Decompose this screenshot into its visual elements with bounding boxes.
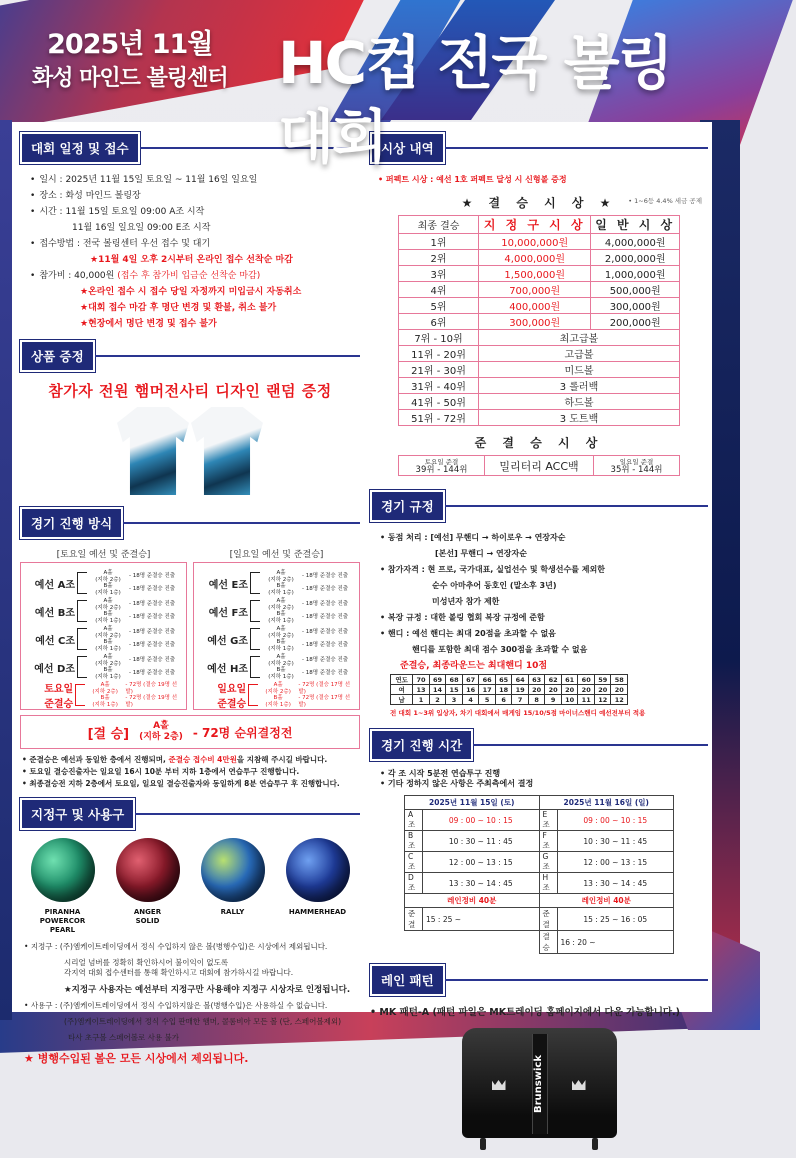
ball-item: PIRANHA POWERCOR PEARL bbox=[23, 838, 103, 935]
semi-awards-table: 토요일 준결 39위 - 144위 밀리터리 ACC백 일요일 준결 35위 - 144위 bbox=[398, 455, 680, 476]
lane-machine-image bbox=[462, 1028, 617, 1158]
semi-awards-title: 준 결 승 시 상 bbox=[474, 436, 604, 450]
table-row: C조 12 : 00 ~ 13 : 15 G조 12 : 00 ~ 13 : 15 bbox=[405, 852, 674, 873]
bowling-ball-icon bbox=[286, 838, 350, 902]
date-line: 2025년 11월 bbox=[47, 29, 213, 60]
table-row: 결승 16 : 20 ~ bbox=[405, 931, 674, 954]
main-title: HC컵 전국 볼링대회 bbox=[278, 29, 672, 171]
ball-item: ANGER SOLID bbox=[108, 838, 188, 935]
schedule-item: • 참가비 : 40,000원 (접수 후 참가비 입금순 선착순 마감) bbox=[30, 271, 261, 281]
format-notes bbox=[20, 754, 360, 790]
handicap-footnote: 전 대회 1~3위 입상자, 차기 대회에서 매게임 15/10/5점 마이너스핸디 예선전부터 적용 bbox=[390, 709, 646, 717]
final-awards-title: ★ 결 승 시 상 ★ • 1~6등 4.4% 세금 공제 bbox=[461, 196, 702, 210]
content-panel bbox=[12, 122, 712, 1113]
left-column bbox=[20, 132, 360, 1066]
table-row: 7위 - 10위 최고급볼 bbox=[399, 330, 680, 346]
semifinal-row: 일요일 준결승 A홀 (지하 2층) - 72명 (결승 17명 선발) B홀 (지하 1층) - 72명 (결승 17명 선발) bbox=[217, 682, 351, 710]
schedule-item: 11월 16일 일요일 09:00 E조 시작 bbox=[72, 223, 211, 233]
group-row: 예선 G조 A홀 (지하 2층) - 18명 준결승 진출 B홀 (지하 1층) - 18명 준결승 진출 bbox=[207, 626, 349, 652]
group-row: 예선 H조 A홀 (지하 2층) - 18명 준결승 진출 B홀 (지하 1층) - 18명 준결승 진출 bbox=[207, 654, 349, 680]
bowling-ball-icon bbox=[116, 838, 180, 902]
perfect-award: • 퍼펙트 시상 : 예선 1호 퍼펙트 달성 시 신형볼 증정 bbox=[378, 175, 567, 184]
table-row: 2위 4,000,000원 2,000,000원 bbox=[399, 250, 680, 266]
schedule-item: ★11월 4일 오후 2시부터 온라인 접수 선착순 마감 bbox=[90, 255, 293, 265]
sunday-bracket: [일요일 예선 및 준결승] 예선 E조 A홀 (지하 2층) - 18명 준결승 진출 B홀 (지하 1층) - 18명 준결승 진출 예선 F조 A홀 (지하 2층) - 18명 준결승 진출 B홀 (지하 1층) - 18명 준결승 진출 예선 G조 A홀 (지하 2층) - 18명 준결승 진출 B홀 (지하 1층) - 18명 준결승 진출 예선 H조 A홀 (지하 2층) - 18명 준결승 진출 B홀 (지하 1층) - 18명 준결승 진출 일요일 준결승 A홀 (지하 2층) - 72명 (결승 17명 선발) B홀 (지하 1층) - 72명 (결승 17명 선발) bbox=[193, 547, 360, 710]
schedule-list bbox=[20, 172, 360, 332]
group-row: 예선 E조 A홀 (지하 2층) - 18명 준결승 진출 B홀 (지하 1층) - 18명 준결승 진출 bbox=[208, 570, 349, 596]
group-row: 예선 C조 A홀 (지하 2층) - 18명 준결승 진출 B홀 (지하 1층) - 18명 준결승 진출 bbox=[35, 626, 176, 652]
table-row: 6위 300,000원 200,000원 bbox=[399, 314, 680, 330]
section-rules-heading: 경기 규정 bbox=[370, 490, 708, 522]
table-row: 남 1 2 3 4 5 6 7 8 9 10 11 12 12 bbox=[391, 695, 628, 705]
ball-item: HAMMERHEAD bbox=[278, 838, 358, 935]
group-row: 예선 D조 A홀 (지하 2층) - 18명 준결승 진출 B홀 (지하 1층) - 18명 준결승 진출 bbox=[34, 654, 176, 680]
saturday-bracket: [토요일 예선 및 준결승] 예선 A조 A홀 (지하 2층) - 18명 준결승 진출 B홀 (지하 1층) - 18명 준결승 진출 예선 B조 A홀 (지하 2층) - 18명 준결승 진출 B홀 (지하 1층) - 18명 준결승 진출 예선 C조 A홀 (지하 2층) - 18명 준결승 진출 B홀 (지하 1층) - 18명 준결승 진출 예선 D조 A홀 (지하 2층) - 18명 준결승 진출 B홀 (지하 1층) - 18명 준결승 진출 토요일 준결승 A홀 (지하 2층) - 72명 (결승 19명 선발) B홀 (지하 1층) - 72명 (결승 19명 선발) bbox=[20, 547, 187, 710]
group-row: 예선 A조 A홀 (지하 2층) - 18명 준결승 진출 B홀 (지하 1층) - 18명 준결승 진출 bbox=[34, 570, 176, 596]
ball-item: RALLY bbox=[193, 838, 273, 935]
bowling-ball-icon bbox=[31, 838, 95, 902]
section-balls-heading: 지정구 및 사용구 bbox=[20, 798, 360, 830]
table-row: 5위 400,000원 300,000원 bbox=[399, 298, 680, 314]
right-column: 시상 내역 • 퍼펙트 시상 : 예선 1호 퍼펙트 달성 시 신형볼 증정 ★ 결 승 시 상 ★ • 1~6등 4.4% 세금 공제 최종 결승 지 정 구 시 상 일 반 시 상 1위 10,000,000원 4,000,000원 2위 4,000,000원 2,000,000원 3위 1,500,000원 1,000,000원 4위 700,000원 500,000원 5위 400,000원 300,000원 6위 300,000원 200,000원 7위 - 10위 최고급볼 11위 - 20위 고급볼 21위 - 30위 미드볼 31위 - 40위 3 롤러백 41위 - 50위 하드볼 51위 - 72위 3 도트백 준 결 승 시 상 토요일 준결 39위 - 144위 밀리터리 ACC백 일요일 준결 35위 - 144위 경기 규정 • 동점 처리 : [예선] 무핸디 → 하이로우 → 연장자순 [본선] 무핸디 → 연장자순 • 참가자격 : 현 프로, 국가대표, 실업선수 및 학생선수를 제외한 순수 아마추어 동호인 (말소후 3년) 미성년자 참가 제한 • 복장 규정 : 대한 볼링 협회 복장 규정에 준함 • 핸디 : 예선 핸디는 최대 20점을 초과할 수 없음 핸디를 포함한 최대 점수 300점을 초과할 수 없음 준결승, 최종라운드는 최대핸디 10점 연도 70 69 68 67 66 65 64 63 62 61 60 59 58 여 13 14 15 16 17 18 19 20 20 20 20 20 20 남 1 2 3 4 5 6 7 8 9 10 11 12 12 전 대회 1~3위 입상자, 차기 대회에서 매게임 15/10/5점 마이너스핸디 예선전부터 적용 경기 진행 시간 • 각 조 시작 5분전 연습투구 진행 • 기타 정하지 않은 사항은 주최측에서 결정 2025년 11월 15일 (토) 2025년 11월 16일 (일) A조 09 : 00 ~ 10 : 15 E조 09 : 00 ~ 10 : 15 B조 10 : 30 ~ 11 : 45 F조 10 : 30 ~ 11 : 45 C조 12 : 00 ~ 13 : 15 G조 12 : 00 ~ 13 : 15 D조 13 : 30 ~ 14 : 45 H조 13 : 30 ~ 14 : 45 레인정비 40분 레인정비 40분 준결 15 : 25 ~ 준결 15 : 25 ~ 16 : 05 결승 16 : 20 ~ 레인 패턴 • MK 패턴-A (패턴 파일은 MK트레이딩 홈페이지에서 다운 가능합니다.) Brunswick bbox=[370, 132, 708, 1158]
table-row: 레인정비 40분 레인정비 40분 bbox=[405, 894, 674, 908]
final-round-box: [결 승] A홀 (지하 2층) - 72명 순위결정전 bbox=[20, 715, 360, 749]
rules-list: • 동점 처리 : [예선] 무핸디 → 하이로우 → 연장자순 [본선] 무핸디 → 연장자순 • 참가자격 : 현 프로, 국가대표, 실업선수 및 학생선수를 제외한 순수 아마추어 동호인 (말소후 3년) 미성년자 참가 제한 • 복장 규정 : 대한 볼링 협회 복장 규정에 준함 • 핸디 : 예선 핸디는 최대 20점을 초과할 수 없음 핸디를 포함한 최대 점수 300점을 초과할 수 없음 준결승, 최종라운드는 최대핸디 10점 bbox=[370, 530, 708, 671]
schedule-item: • 일시 : 2025년 11월 15일 토요일 ~ 11월 16일 일요일 bbox=[30, 175, 258, 185]
schedule-item: ★온라인 접수 시 접수 당일 자정까지 미입금시 자동취소 bbox=[80, 287, 302, 297]
table-row: 1위 10,000,000원 4,000,000원 bbox=[399, 234, 680, 250]
section-schedule-heading: 대회 일정 및 접수 bbox=[20, 132, 360, 164]
jersey-front-icon bbox=[117, 407, 189, 495]
semifinal-row: 토요일 준결승 A홀 (지하 2층) - 72명 (결승 19명 선발) B홀 (지하 1층) - 72명 (결승 19명 선발) bbox=[44, 682, 178, 710]
table-row: 준결 15 : 25 ~ 준결 15 : 25 ~ 16 : 05 bbox=[405, 908, 674, 931]
section-lane-heading: 레인 패턴 bbox=[370, 964, 708, 996]
schedule-item: ★대회 접수 마감 후 명단 변경 및 환불, 취소 불가 bbox=[80, 303, 277, 313]
final-awards-table: 최종 결승 지 정 구 시 상 일 반 시 상 1위 10,000,000원 4,000,000원 2위 4,000,000원 2,000,000원 3위 1,500,000원 1,000,000원 4위 700,000원 500,000원 5위 400,000원 300,000원 6위 300,000원 200,000원 7위 - 10위 최고급볼 11위 - 20위 고급볼 21위 - 30위 미드볼 31위 - 40위 3 롤러백 41위 - 50위 하드볼 51위 - 72위 3 도트백 bbox=[398, 215, 680, 426]
venue-line: 화성 마인드 볼링센터 bbox=[32, 66, 228, 91]
section-format-heading: 경기 진행 방식 bbox=[20, 507, 360, 539]
ball-rules: • 지정구 : (주)엠케이트레이딩에서 정식 수입하지 않은 볼(병행수입)은 시상에서 제외됩니다. 시리얼 넘버를 정확히 확인하시어 불이익이 없도록 각지역 대회 접수센터를 통해 확인하시고 대회에 참가하시길 바랍니다. ★지정구 사용자는 예선부터 지정구만 사용해야 지정구 시상자로 인정됩니다. • 사용구 : (주)엠케이트레이딩에서 정식 수입하지않은 볼(병행수입)은 사용하실 수 없습니다. (주)엠케이트레이딩에서 정식 수입 판매한 햄머, 콜롬비아 모든 볼 (단, 스페어볼제외) 타사 초구볼 스페어볼로 사용 불가 ★ 병행수입된 볼은 모든 시상에서 제외됩니다. bbox=[24, 942, 351, 1065]
brand-label: Brunswick bbox=[532, 1034, 548, 1134]
table-row: 4위 700,000원 500,000원 bbox=[399, 282, 680, 298]
table-row: B조 10 : 30 ~ 11 : 45 F조 10 : 30 ~ 11 : 45 bbox=[405, 831, 674, 852]
handicap-table bbox=[390, 674, 628, 705]
table-row: 31위 - 40위 3 롤러백 bbox=[399, 378, 680, 394]
table-row: A조 09 : 00 ~ 10 : 15 E조 09 : 00 ~ 10 : 15 bbox=[405, 810, 674, 831]
table-row: 21위 - 30위 미드볼 bbox=[399, 362, 680, 378]
section-awards-heading: 시상 내역 bbox=[370, 132, 708, 164]
semi-handicap-note: 준결승, 최종라운드는 최대핸디 10점 bbox=[400, 661, 548, 671]
table-row: 여 13 14 15 16 17 18 19 20 20 20 20 20 20 bbox=[391, 685, 628, 695]
format-note: • 준결승은 예선과 동일한 층에서 진행되며, 준결승 접수비 4만원을 지참해 주시길 바랍니다. bbox=[22, 755, 328, 764]
bowling-ball-icon bbox=[201, 838, 265, 902]
table-row: 연도 70 69 68 67 66 65 64 63 62 61 60 59 58 bbox=[391, 675, 628, 685]
group-row: 예선 B조 A홀 (지하 2층) - 18명 준결승 진출 B홀 (지하 1층) - 18명 준결승 진출 bbox=[34, 598, 176, 624]
schedule-item: • 장소 : 화성 마인드 볼링장 bbox=[30, 191, 141, 201]
jersey-image bbox=[20, 407, 360, 497]
schedule-item: • 시간 : 11월 15일 토요일 09:00 A조 시작 bbox=[30, 207, 205, 217]
format-note: • 최종결승전 지하 2층에서 토요일, 일요일 결승진출자와 동일하게 8분 연습투구 후 진행합니다. bbox=[22, 779, 340, 788]
table-row: D조 13 : 30 ~ 14 : 45 H조 13 : 30 ~ 14 : 45 bbox=[405, 873, 674, 894]
lane-pattern-text: • MK 패턴-A (패턴 파일은 MK트레이딩 홈페이지에서 다운 가능합니다.) bbox=[370, 1007, 681, 1018]
table-row: 11위 - 20위 고급볼 bbox=[399, 346, 680, 362]
gift-title: 참가자 전원 햄머전사티 디자인 랜덤 증정 bbox=[48, 382, 332, 400]
schedule-item: ★현장에서 명단 변경 및 접수 불가 bbox=[80, 319, 217, 329]
ball-list bbox=[20, 838, 360, 935]
format-note: • 토요일 결승진출자는 일요일 16시 10분 부터 지하 1층에서 연습투구 진행합니다. bbox=[22, 767, 300, 776]
timetable bbox=[404, 795, 674, 954]
title-block bbox=[32, 28, 228, 96]
jersey-back-icon bbox=[191, 407, 263, 495]
table-row: 3위 1,500,000원 1,000,000원 bbox=[399, 266, 680, 282]
group-row: 예선 F조 A홀 (지하 2층) - 18명 준결승 진출 B홀 (지하 1층) - 18명 준결승 진출 bbox=[208, 598, 349, 624]
table-row: 2025년 11월 15일 (토) 2025년 11월 16일 (일) bbox=[405, 796, 674, 810]
bracket-area bbox=[20, 547, 360, 710]
table-row: 51위 - 72위 3 도트백 bbox=[399, 410, 680, 426]
section-gift-heading: 상품 증정 bbox=[20, 340, 360, 372]
schedule-item: • 접수방법 : 전국 볼링센터 우선 접수 및 대기 bbox=[30, 239, 211, 249]
section-timetable-heading: 경기 진행 시간 bbox=[370, 729, 708, 761]
table-row: 41위 - 50위 하드볼 bbox=[399, 394, 680, 410]
